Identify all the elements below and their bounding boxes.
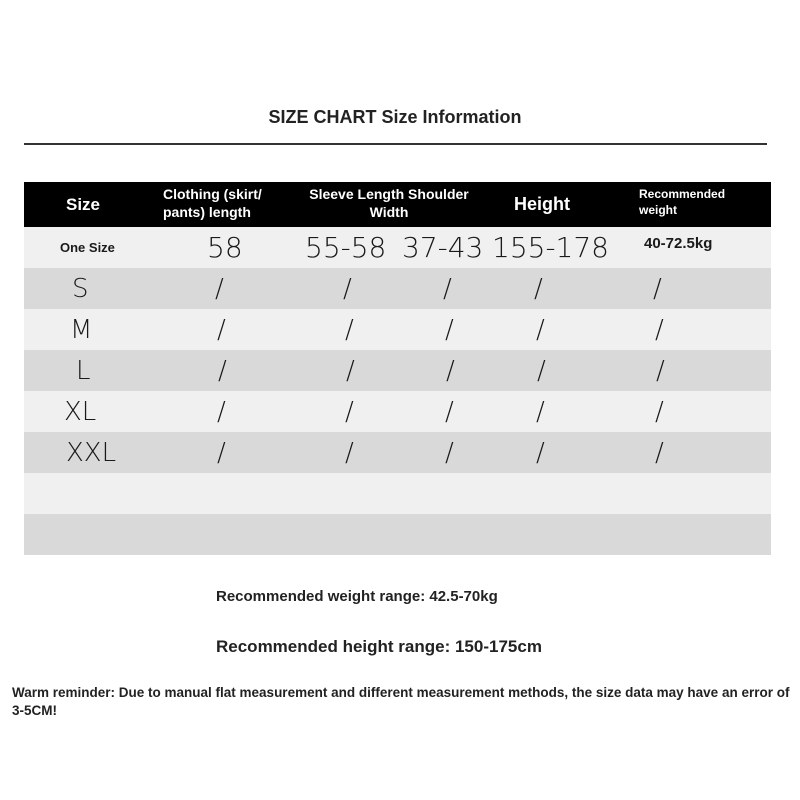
table-header-row	[24, 182, 771, 227]
table-row-one-size	[24, 227, 771, 268]
table-row	[24, 309, 771, 350]
shoulder-cell: /	[445, 437, 454, 468]
size-cell: L	[76, 355, 91, 386]
header-height: Height	[514, 194, 570, 214]
shoulder-cell: 37-43	[402, 231, 484, 264]
sleeve-cell: /	[345, 437, 354, 468]
weight-cell: 40-72.5kg	[644, 235, 713, 252]
warm-reminder: Warm reminder: Due to manual flat measurement and different measurement methods, the size data may have an error of 3-5CM!	[12, 685, 790, 718]
size-cell: XXL	[66, 437, 117, 468]
height-cell: /	[536, 396, 545, 427]
sleeve-cell: /	[343, 273, 352, 304]
length-cell: 58	[207, 231, 243, 264]
height-cell: /	[536, 314, 545, 345]
weight-cell: /	[655, 314, 664, 345]
weight-cell: /	[655, 437, 664, 468]
shoulder-cell: /	[445, 314, 454, 345]
size-chart-table	[24, 182, 771, 555]
sleeve-cell: /	[346, 355, 355, 386]
size-cell: S	[72, 273, 89, 304]
length-cell: /	[217, 314, 226, 345]
shoulder-cell: /	[446, 355, 455, 386]
header-clothing-length: Clothing (skirt/ pants) length	[163, 186, 262, 220]
size-cell: M	[70, 314, 93, 345]
header-recommended-weight: Recommended weight	[639, 187, 726, 217]
title-divider	[24, 143, 767, 145]
length-cell: /	[217, 437, 226, 468]
weight-cell: /	[656, 355, 665, 386]
sleeve-cell: /	[345, 396, 354, 427]
table-row	[24, 350, 771, 391]
size-cell: One Size	[60, 240, 115, 255]
table-row	[24, 432, 771, 473]
sleeve-cell: /	[345, 314, 354, 345]
height-cell: /	[537, 355, 546, 386]
size-cell: XL	[64, 396, 97, 427]
table-row-empty	[24, 473, 771, 514]
length-cell: /	[218, 355, 227, 386]
sleeve-cell: 55-58	[305, 231, 387, 264]
table-row-empty	[24, 514, 771, 555]
length-cell: /	[215, 273, 224, 304]
page-title: SIZE CHART Size Information	[268, 107, 522, 127]
table-row	[24, 391, 771, 432]
height-range-note: Recommended height range: 150-175cm	[216, 637, 542, 656]
shoulder-cell: /	[443, 273, 452, 304]
weight-cell: /	[653, 273, 662, 304]
header-size: Size	[66, 194, 101, 214]
weight-range-note: Recommended weight range: 42.5-70kg	[216, 588, 498, 605]
header-sleeve-shoulder: Sleeve Length Shoulder Width	[309, 186, 469, 220]
height-cell: /	[536, 437, 545, 468]
length-cell: /	[217, 396, 226, 427]
weight-cell: /	[655, 396, 664, 427]
table-row	[24, 268, 771, 309]
height-cell: 155-178	[492, 231, 609, 264]
height-cell: /	[534, 273, 543, 304]
shoulder-cell: /	[445, 396, 454, 427]
